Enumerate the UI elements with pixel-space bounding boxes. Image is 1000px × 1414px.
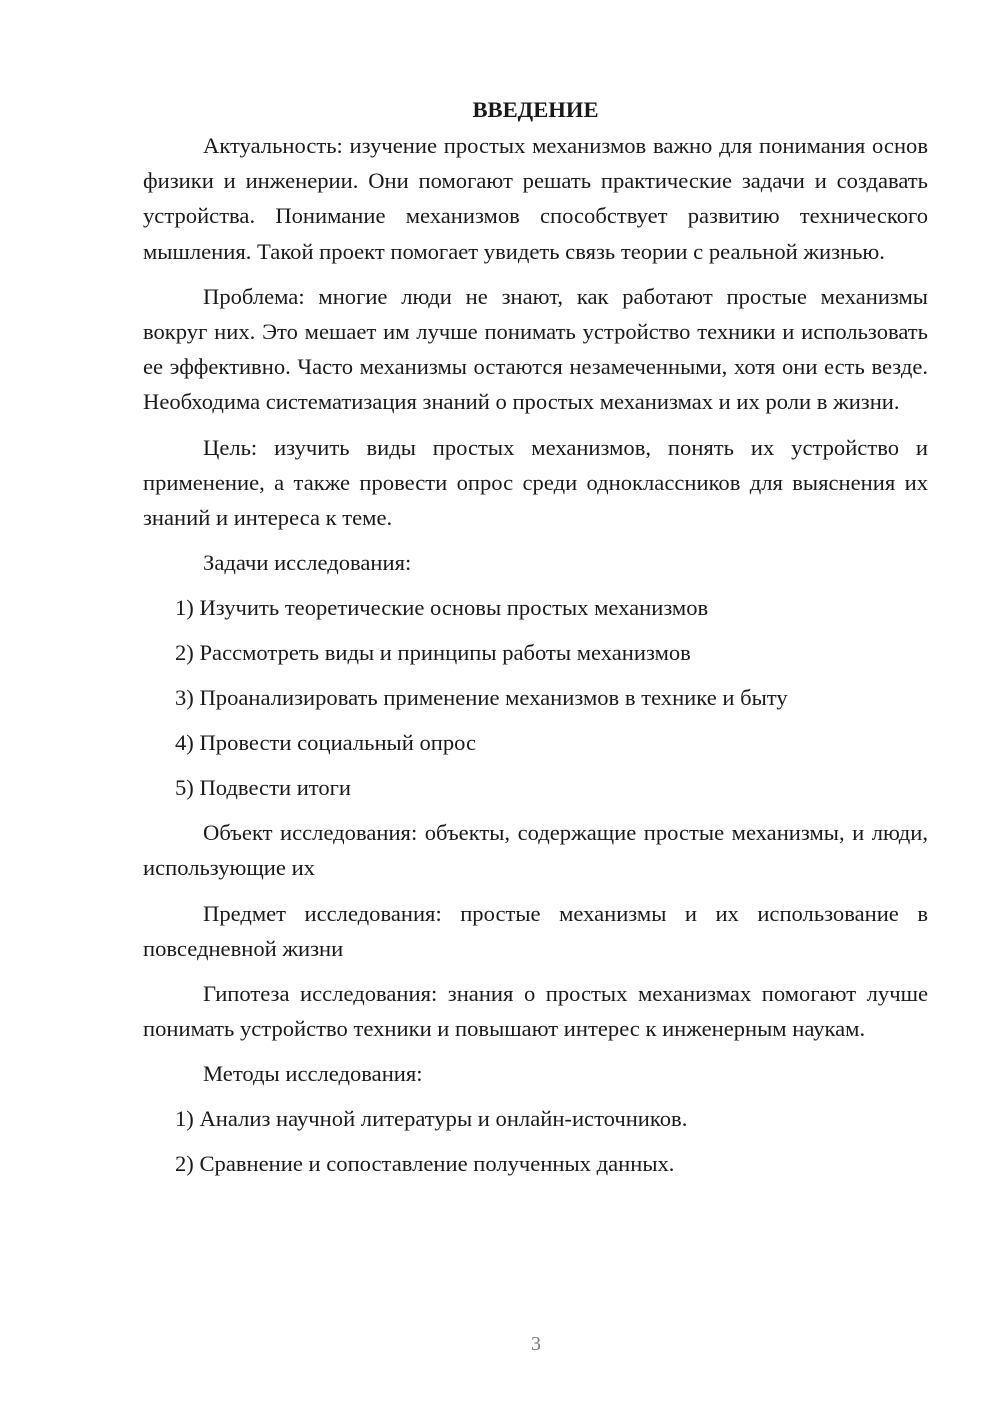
hypothesis-paragraph: Гипотеза исследования: знания о простых механизмах помогают лучше понимать устройство техники и повышают интерес к инженерным наукам.	[143, 981, 928, 1042]
task-item: 3) Проанализировать применение механизмов в технике и быту	[175, 685, 788, 711]
method-item: 1) Анализ научной литературы и онлайн-источников.	[175, 1106, 688, 1132]
task-item: 5) Подвести итоги	[175, 775, 352, 801]
relevance-paragraph: Актуальность: изучение простых механизмов важно для понимания основ физики и инженерии. Они помогают решать практические задачи и создавать устройства. Понимание механизмов способствует развитию технического мышления. Такой проект помогает увидеть связь теории с реальной жизнью.	[143, 133, 928, 264]
subject-paragraph: Предмет исследования: простые механизмы и их использование в повседневной жизни	[143, 900, 928, 961]
goal-paragraph: Цель: изучить виды простых механизмов, понять их устройство и применение, а также провести опрос среди одноклассников для выяснения их знаний и интереса к теме.	[143, 434, 928, 531]
problem-paragraph: Проблема: многие люди не знают, как работают простые механизмы вокруг них. Это мешает им лучше понимать устройство техники и использовать ее эффективно. Часто механизмы остаются незамеченными, хотя они есть везде. Необходима систематизация знаний о простых механизмах и их роли в жизни.	[143, 283, 928, 415]
methods-heading: Методы исследования:	[203, 1061, 423, 1087]
task-item: 1) Изучить теоретические основы простых механизмов	[175, 595, 709, 621]
tasks-heading: Задачи исследования:	[203, 550, 412, 576]
task-item: 2) Рассмотреть виды и принципы работы механизмов	[175, 640, 691, 666]
page-content	[143, 92, 928, 1191]
task-item: 4) Провести социальный опрос	[175, 730, 477, 756]
method-item: 2) Сравнение и сопоставление полученных данных.	[175, 1151, 675, 1177]
page-number: 3	[531, 1333, 541, 1355]
section-heading: ВВЕДЕНИЕ	[472, 97, 599, 122]
object-paragraph: Объект исследования: объекты, содержащие простые механизмы, и люди, использующие их	[143, 820, 928, 881]
